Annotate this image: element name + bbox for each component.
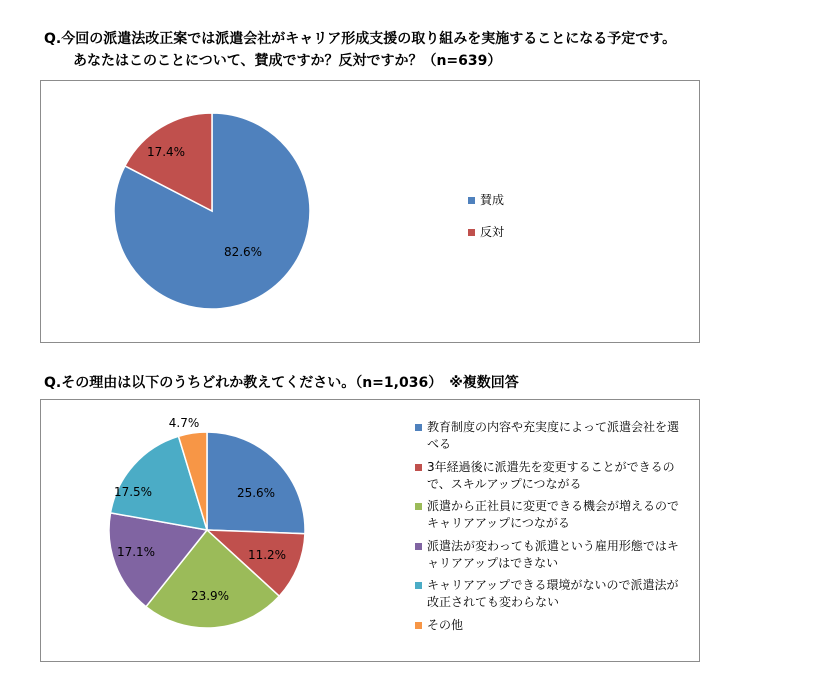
pie-2-data-label-0: 25.6% (236, 486, 276, 500)
pie-2-data-label-2: 23.9% (190, 589, 230, 603)
legend-1-label-0: 賛成 (480, 193, 505, 207)
pie-2-data-label-3: 17.1% (116, 545, 156, 559)
legend-2-swatch-2 (415, 503, 422, 510)
legend-2-swatch-1 (415, 464, 422, 471)
question-2: Q.その理由は以下のうちどれか教えてください。（n=1,036） ※複数回答 (44, 375, 519, 391)
legend-2-label-3: 派遣法が変わっても派遣という雇用形態ではキャリアアップはできない (427, 539, 679, 570)
legend-2-label-2: 派遣から正社員に変更できる機会が増えるのでキャリアアップにつながる (427, 499, 680, 530)
legend-2-swatch-0 (415, 424, 422, 431)
legend-2-swatch-5 (415, 622, 422, 629)
legend-2-label-5: その他 (427, 618, 464, 632)
pie-1-data-label-0: 82.6% (223, 245, 263, 259)
question-1-line-2: あなたはこのことについて、賛成ですか？反対ですか？（n=639） (73, 53, 502, 69)
legend-2-label-1: 3年経過後に派遣先を変更することができるので、スキルアップにつながる (427, 460, 675, 491)
legend-2-label-4: キャリアアップできる環境がないので派遣法が改正されても変わらない (427, 578, 679, 609)
legend-1-label-1: 反対 (480, 225, 505, 239)
pie-2-slice-0 (207, 432, 305, 534)
pie-2-data-label-1: 11.2% (247, 548, 287, 562)
question-1-line-1: Q.今回の派遣法改正案では派遣会社がキャリア形成支援の取り組みを実施することになる予定です。 (44, 31, 677, 47)
legend-2-swatch-3 (415, 543, 422, 550)
legend-2-label-0: 教育制度の内容や充実度によって派遣会社を選べる (427, 420, 680, 451)
pie-2-data-label-5: 4.7% (168, 416, 200, 430)
legend-2-swatch-4 (415, 582, 422, 589)
pie-2-data-label-4: 17.5% (113, 485, 153, 499)
pie-1-data-label-1: 17.4% (146, 145, 186, 159)
